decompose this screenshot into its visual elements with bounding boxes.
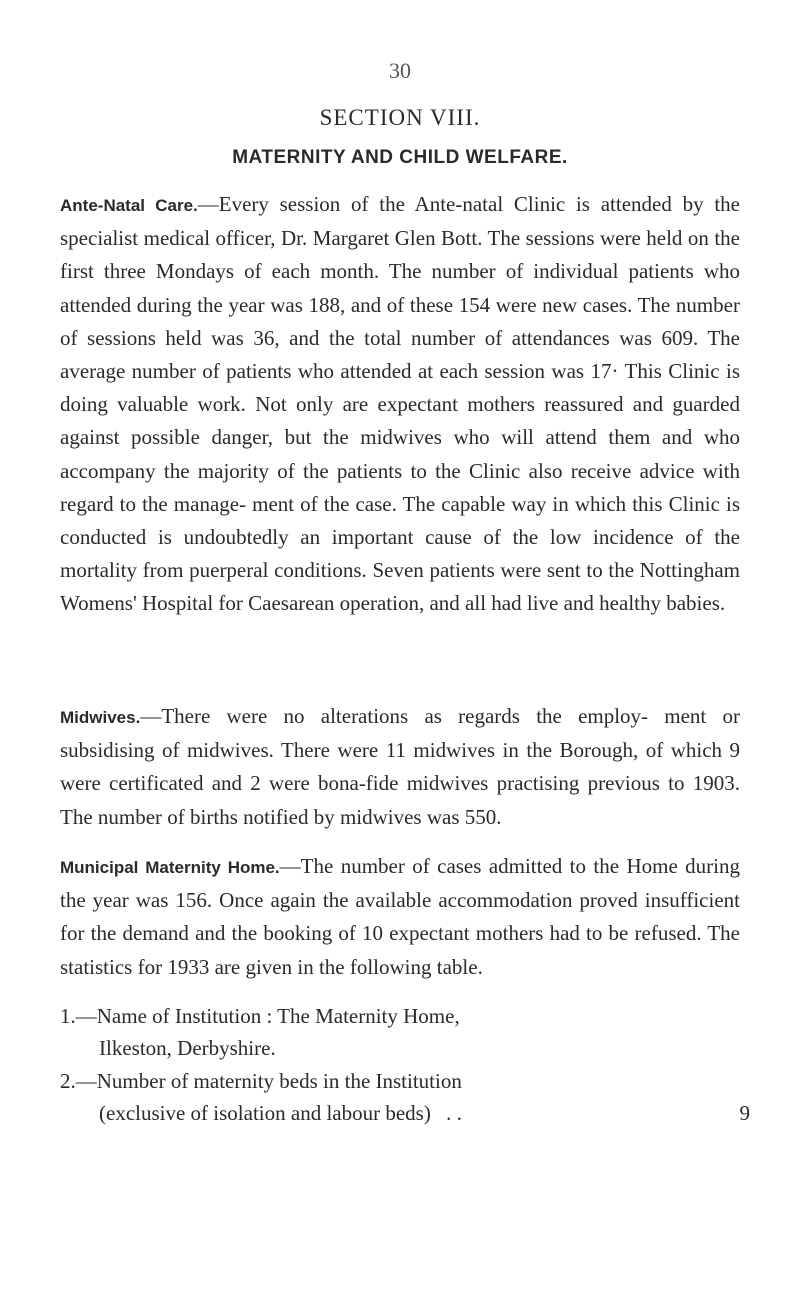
- paragraph-heading: Ante-Natal Care.: [60, 196, 198, 215]
- list-item: [60, 1065, 750, 1129]
- list-item-line: 1.—Name of Institution : The Maternity Home,: [60, 1004, 460, 1028]
- paragraph-text: —Every session of the Ante-natal Clinic is attended by the specialist medical officer, Dr. Margaret Glen Bott. The sessions were held on the first three Mondays of each month. The number of individual patients who attended during the year was 188, and of these 154 were new cases. The number of sessions held was 36, and the total number of attendances was 609. The average number of patients who attended at each session was 17· This Clinic is doing valuable work. Not only are expectant mothers reassured and guarded against possible danger, but the midwives who will attend them and who accompany the majority of the patients to the Clinic also receive advice with regard to the manage- ment of the case. The capable way in which this Clinic is conducted is undoubtedly an important cause of the low incidence of the mortality from puerperal conditions. Seven patients were sent to the Nottingham Womens' Hospital for Caesarean operation, and all had live and healthy babies.: [60, 192, 740, 616]
- paragraph-municipal-maternity-home: [60, 850, 740, 984]
- dot-leader: . .: [446, 1101, 462, 1125]
- list-item-line: 2.—Number of maternity beds in the Institution: [60, 1069, 462, 1093]
- paragraph-midwives: [60, 700, 740, 834]
- list-item-continuation-row: [60, 1097, 750, 1129]
- list-item-value: 9: [739, 1101, 750, 1125]
- list-item-continuation: (exclusive of isolation and labour beds): [99, 1101, 431, 1125]
- list-item: [60, 1000, 750, 1064]
- paragraph-heading: Municipal Maternity Home.: [60, 858, 280, 877]
- main-heading: MATERNITY AND CHILD WELFARE.: [232, 147, 568, 168]
- section-title: SECTION VIII.: [319, 105, 481, 130]
- paragraph-ante-natal-care: [60, 188, 740, 621]
- page-number: 30: [389, 58, 411, 83]
- paragraph-text: —The number of cases admitted to the Home during the year was 156. Once again the available accommodation proved insufficient for the demand and the booking of 10 expectant mothers had to be refused. The statistics for 1933 are given in the following table.: [60, 854, 740, 979]
- paragraph-heading: Midwives.: [60, 708, 141, 727]
- paragraph-text: —There were no alterations as regards the employ- ment or subsidising of midwives. There were 11 midwives in the Borough, of which 9 were certificated and 2 were bona-fide midwives practising previous to 1903. The number of births notified by midwives was 550.: [60, 704, 740, 829]
- list-item-continuation: Ilkeston, Derbyshire.: [99, 1036, 276, 1060]
